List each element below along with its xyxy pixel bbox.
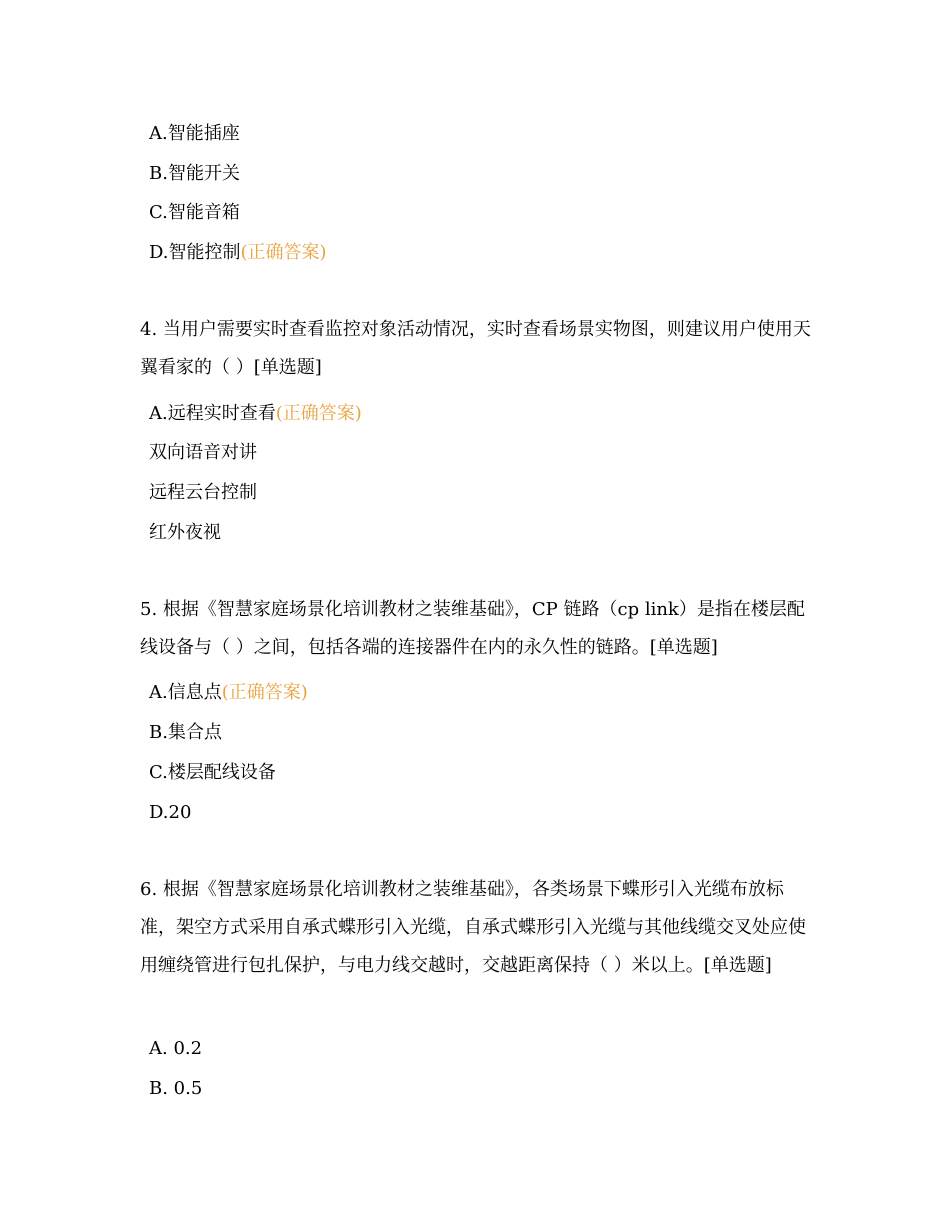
q5-option-c	[149, 761, 276, 785]
option-label: 双向语音对讲	[149, 442, 257, 463]
option-label: B.智能开关	[149, 163, 240, 184]
option-label: A. 0.2	[149, 1038, 203, 1059]
option-label: B.集合点	[149, 722, 222, 743]
q5-question-text: 5. 根据《智慧家庭场景化培训教材之装维基础》，CP 链路（cp link）是指在楼层配线设备与（ ）之间，包括各端的连接器件在内的永久性的链路。[单选题]	[140, 599, 805, 658]
q3-option-c	[149, 201, 240, 225]
option-label: B. 0.5	[149, 1078, 203, 1099]
q4-option-d	[149, 521, 221, 545]
option-label: 远程云台控制	[149, 482, 257, 503]
option-label: 红外夜视	[149, 522, 221, 543]
q6-option-b	[149, 1077, 202, 1101]
q5-option-d	[149, 801, 191, 825]
correct-answer-tag: (正确答案)	[240, 242, 327, 263]
correct-answer-tag: (正确答案)	[275, 403, 362, 424]
option-label: C.楼层配线设备	[149, 762, 276, 783]
q5-option-b	[149, 721, 222, 745]
q4-option-c	[149, 481, 257, 505]
q5-option-a	[149, 681, 308, 705]
q3-option-d	[149, 241, 327, 265]
option-label: C.智能音箱	[149, 202, 240, 223]
option-label: A.智能插座	[149, 123, 240, 144]
option-label: D.智能控制	[149, 242, 241, 263]
q4-question-text: 4. 当用户需要实时查看监控对象活动情况，实时查看场景实物图，则建议用户使用天翼看家的（ ）[单选题]	[140, 319, 811, 378]
option-label: A.远程实时查看	[149, 403, 276, 424]
q6-question-text: 6. 根据《智慧家庭场景化培训教材之装维基础》，各类场景下蝶形引入光缆布放标准，架空方式采用自承式蝶形引入光缆，自承式蝶形引入光缆与其他线缆交叉处应使用缠绕管进行包扎保护，与电力线交越时，交越距离保持（ ）米以上。[单选题]	[140, 879, 806, 976]
correct-answer-tag: (正确答案)	[221, 682, 308, 703]
q6-option-a	[149, 1037, 202, 1061]
q3-option-a	[149, 122, 240, 146]
option-label: D.20	[149, 802, 192, 823]
q4-option-b	[149, 441, 257, 465]
option-label: A.信息点	[149, 682, 222, 703]
q3-option-b	[149, 162, 240, 186]
q4-option-a	[149, 402, 362, 426]
